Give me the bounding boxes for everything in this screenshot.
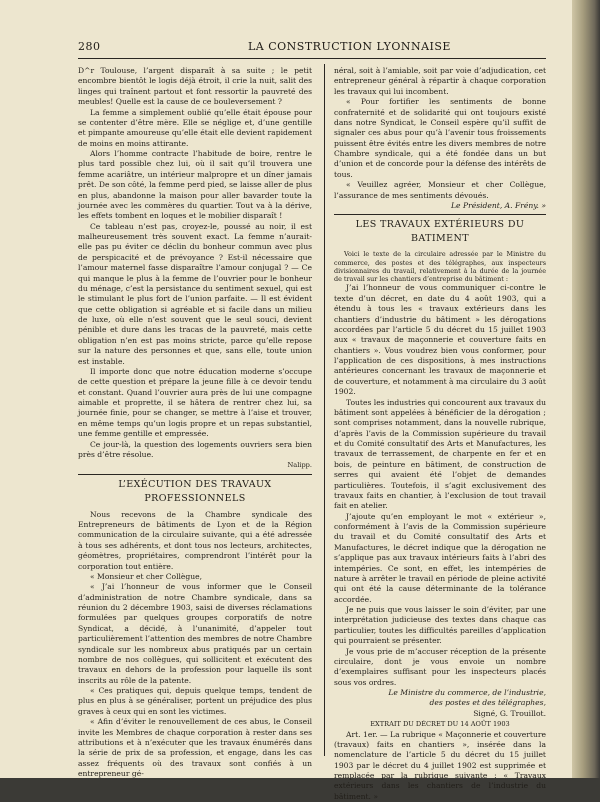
paragraph: Je ne puis que vous laisser le soin d’éviter, par une interprétation judicieuse des textes dans chaque cas particulier, toutes les difficultés pareilles d’application qui pourraient se présenter.: [334, 605, 546, 646]
left-column: [78, 66, 312, 779]
minister-signature-line: Signé, G. Trouillot.: [473, 708, 546, 718]
paragraph: Il importe donc que notre éducation moderne s’occupe de cette question et prépare la jeune fille à ce devoir tendu et constant. Quand l’ouvrier aura près de lui une compagne aimable et proprette, il se hâtera de rentrer chez lui, sa journée finie, pour se changer, se mettre à l’aise et trouver, en même temps qu’un logis propre et un repas substantiel, une femme gentille et empressée.: [78, 366, 312, 439]
paragraph: « J’ai l’honneur de vous informer que le Conseil d’administration de notre Chambre syndicale, dans sa réunion du 2 décembre 1903, saisi de diverses réclamations formulées par quelques groupes corporatifs de notre Syndicat, a décidé, à l’unanimité, d’appeler tout particulièrement l’attention des membres de notre Chambre syndicale sur les nombreux abus pratiqués par un certain nombre de nos collègues, qui sollicitent et exécutent des travaux en dehors de la profession pour laquelle ils sont inscrits au rôle de la patente.: [78, 582, 312, 685]
section-title: LES TRAVAUX EXTÉRIEURS DU BATIMENT: [334, 214, 546, 246]
article-paragraph: Art. 1er. — La rubrique « Maçonnerie et couverture (travaux) faits en chantiers », insérée dans la nomenclature de l’article 5 du décret du 15 juillet 1903 par le décret du 4 juillet 1902 est supprimée et remplacée par la rubrique suivante : « Travaux extérieurs dans les chantiers de l’industrie du bâtiment. »: [334, 729, 546, 801]
paragraph: Ce jour-là, la question des logements ouvriers sera bien près d’être résolue.: [78, 439, 312, 459]
paragraph: Ce tableau n’est pas, croyez-le, poussé au noir, il est malheureusement très souvent exact. La femme n’aurait-elle pas pu éviter ce déclin du bonheur commun avec plus de perspicacité et de prévoyance ? Est-il nécessaire que l’amour maternel fasse disparaître l’amour conjugal ? — Ce qui manque le plus à la femme de l’ouvrier pour le bonheur du ménage, c’est la persistance du sentiment sexuel, qui est le stimulant le plus fort de l’union parfaite. — Il est évident que cette obligation si agréable et si facile dans un milieu de luxe, où elle n’est souvent que le seul souci, devient pénible et dure dans les tracas de la pauvreté, mais cette obligation n’en est pas moins stricte, parce qu’elle repose sur la nature des personnes et que, sans elle, toute union est instable.: [78, 221, 312, 366]
page-number: 280: [78, 40, 101, 53]
column-divider: [324, 64, 325, 756]
paragraph: Alors l’homme contracte l’habitude de boire, rentre le plus tard possible chez lui, où il sait qu’il trouvera une femme acariâtre, un intérieur malpropre et un dîner jamais prêt. De son côté, la femme perd pied, se laisse aller de plus en plus, abandonne la maison pour aller bavarder toute la journée avec les commères du quartier. Tout va à la dérive, les effets tombent en loques et le mobilier disparaît !: [78, 149, 312, 221]
paragraph: « Ces pratiques qui, depuis quelque temps, tendent de plus en plus à se généraliser, portent un préjudice des plus graves à ceux qui en sont les victimes.: [78, 686, 312, 716]
author-signature: Nalipp.: [287, 461, 312, 470]
book-binding-edge: [572, 0, 600, 778]
paragraph: néral, soit à l’amiable, soit par voie d’adjudication, cet entrepreneur général à répartir à chaque corporation les travaux qui lui incombent.: [334, 66, 546, 96]
minister-signature-line: des postes et des télégraphes,: [429, 698, 546, 708]
paragraph: « Veuillez agréer, Monsieur et cher Collègue, l’assurance de mes sentiments dévoués.: [334, 180, 546, 200]
right-column: [334, 66, 546, 802]
paragraph: J’ai l’honneur de vous communiquer ci-contre le texte d’un décret, en date du 4 août 1903, qui a étendu à tous les « travaux extérieurs dans les chantiers d’industrie du bâtiment » les dérogations accordées par l’article 5 du décret du 15 juillet 1903 aux « travaux de maçonnerie et couverture faits en chantiers ». Vous voudrez bien vous conformer, pour l’application de ces dispositions, à mes instructions antérieures concernant les travaux de maçonnerie et de couverture, et notamment à ma circulaire du 3 août 1902.: [334, 283, 546, 397]
extract-title: EXTRAIT DU DÉCRET DU 14 AOÛT 1903: [370, 720, 510, 729]
paragraph: Je vous prie de m’accuser réception de la présente circulaire, dont je vous envoie un nombre d’exemplaires suffisant pour les inspecteurs placés sous vos ordres.: [334, 646, 546, 687]
journal-title: LA CONSTRUCTION LYONNAISE: [248, 40, 451, 53]
president-signature: Le Président, A. Frény. »: [451, 200, 546, 210]
paragraph: J’ajoute qu’en employant le mot « extérieur », conformément à l’avis de la Commission supérieure du travail et du Comité consultatif des Arts et Manufactures, le décret indique que la dérogation ne s’applique pas aux travaux intérieurs faits à l’abri des intempéries. Ce sont, en effet, les intempéries de nature à arrêter le travail en période de pleine activité qui ont été la cause déterminante de la tolérance accordée.: [334, 511, 546, 604]
paragraph: « Afin d’éviter le renouvellement de ces abus, le Conseil invite les Membres de chaque corporation à rester dans ses attributions et à n’exécuter que les travaux énumérés dans la série de prix de sa profession, et engage, dans les cas assez fréquents où des travaux sont confiés à un entrepreneur gé-: [78, 717, 312, 778]
header-rule: [78, 58, 546, 59]
salutation: « Monsieur et cher Collègue,: [90, 571, 203, 581]
paragraph: D^r Toulouse, l’argent disparaît à sa suite ; le petit encombre bientôt le logis déjà étroit, il crie la nuit, salit des linges qui traînent partout et font ressortir la pauvreté des meubles! Quelle est la cause de ce bouleversement ?: [78, 66, 312, 107]
intro-paragraph: Voici le texte de la circulaire adressée par le Ministre du commerce, des postes et des télégraphes, aux inspecteurs divisionnaires du travail, relativement à la durée de la journée de travail sur les chantiers d’entreprise du bâtiment :: [334, 250, 546, 284]
minister-signature-line: Le Ministre du commerce, de l’industrie,: [388, 688, 546, 698]
section-title: L’EXÉCUTION DES TRAVAUX PROFESSIONNELS: [78, 474, 312, 506]
paragraph: Nous recevons de la Chambre syndicale des Entrepreneurs de bâtiments de Lyon et de la Région communication de la circulaire suivante, qui a été adressée à tous ses adhérents, et dont tous nos lecteurs, architectes, géomètres, propriétaires, comprendront l’intérêt pour la corporation tout entière.: [78, 509, 312, 571]
paragraph: « Pour fortifier les sentiments de bonne confraternité et de solidarité qui ont toujours existé dans notre Syndicat, le Conseil espère qu’il suffit de signaler ces abus pour qu’à l’avenir tous froissements puissent être évités entre les divers membres de notre Chambre syndicale, qui a été fondée dans un but d’union et de concorde pour la défense des intérêts de tous.: [334, 97, 546, 179]
paragraph: La femme a simplement oublié qu’elle était épouse pour se contenter d’être mère. Elle se néglige et, d’une gentille et pimpante amoureuse qu’elle était elle devient rapidement de moins en moins attirante.: [78, 107, 312, 148]
paragraph: Toutes les industries qui concourent aux travaux du bâtiment sont appelées à bénéficier de la dérogation ; sont comprises notamment, dans la nouvelle rubrique, d’après l’avis de la Commission supérieure du travail et du Comité consultatif des Arts et Manufactures, les travaux de terrassement, de charpente en fer et en bois, de peinture en bâtiment, de construction de serres qui avaient été l’objet de demandes particulières. Toutefois, il s’agit exclusivement des travaux faits en chantier, à l’exclusion de tout travail fait en atelier.: [334, 397, 546, 511]
